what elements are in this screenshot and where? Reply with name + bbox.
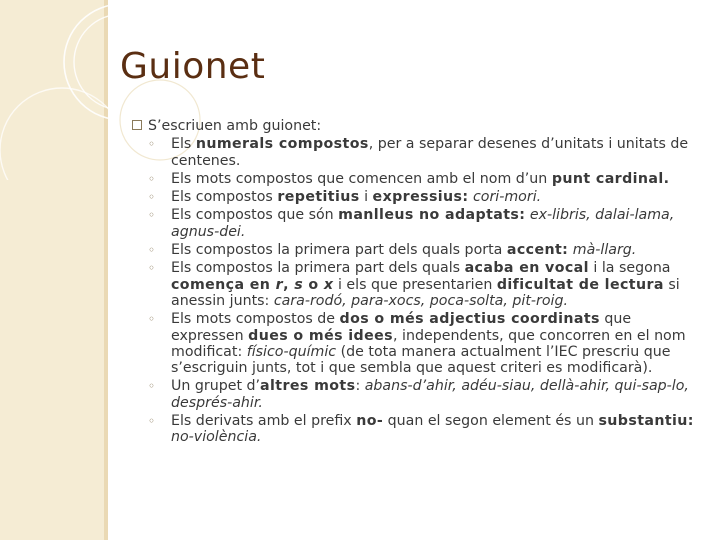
ring-icon: ◦ bbox=[148, 261, 156, 276]
text-run: accent: bbox=[506, 242, 569, 259]
text-run: abans-d’ahir, adéu-siau, dellà-ahir, qui-sap-lo, després-ahir. bbox=[171, 378, 689, 411]
text-run: i els que presentarien bbox=[333, 276, 497, 293]
text-run: punt cardinal. bbox=[551, 170, 670, 187]
text-run: Un grupet d’ bbox=[171, 378, 261, 395]
text-run: quan el segon element és un bbox=[383, 413, 599, 430]
text-run: no-violència. bbox=[171, 429, 262, 446]
ring-icon: ◦ bbox=[148, 414, 156, 429]
text-run: dues o més idees bbox=[248, 327, 394, 344]
text-run: Els bbox=[171, 136, 196, 153]
text-run: cara-rodó, para-xocs, poca-solta, pit-roig. bbox=[273, 292, 568, 309]
text-run: , independents, que concorren en el nom modificat: bbox=[171, 327, 686, 360]
text-run: Els derivats amb el prefix bbox=[171, 413, 357, 430]
text-run: i bbox=[359, 189, 373, 206]
text-run: , bbox=[283, 276, 295, 293]
text-run: x bbox=[323, 276, 334, 293]
ring-icon: ◦ bbox=[148, 137, 156, 152]
text-run: acaba en vocal bbox=[464, 260, 589, 277]
text-run: (de tota manera actualment l’IEC prescriu que s’escriguin junts, tot i que sembla que aquest criteri es modificarà). bbox=[171, 343, 671, 377]
text-run: que expressen bbox=[171, 311, 632, 344]
sub-bullet-item bbox=[132, 189, 704, 205]
text-run: no- bbox=[356, 413, 384, 430]
text-run: comença en bbox=[171, 276, 276, 293]
text-run: o bbox=[303, 276, 324, 293]
text-run: Els mots compostos de bbox=[171, 311, 340, 328]
text-run: repetitius bbox=[277, 189, 360, 206]
text-run: Els compostos bbox=[171, 189, 278, 206]
text-run: expressius: bbox=[372, 189, 469, 206]
ring-icon: ◦ bbox=[148, 243, 156, 258]
sub-bullet-list bbox=[132, 136, 704, 445]
level1-bullet-item bbox=[132, 118, 704, 134]
square-outline-icon bbox=[132, 120, 142, 130]
text-run: Els compostos la primera part dels quals porta bbox=[171, 242, 507, 259]
text-run: r bbox=[275, 276, 284, 293]
text-run: s bbox=[294, 276, 304, 293]
text-run: mà-llarg. bbox=[572, 242, 637, 259]
text-run: ex-libris, dalai-lama, agnus-dei. bbox=[171, 207, 675, 240]
text-run: Els mots compostos que comencen amb el nom d’un bbox=[171, 170, 552, 187]
text-run: substantiu: bbox=[598, 413, 694, 430]
text-run: i la segona bbox=[588, 260, 671, 277]
sub-bullet-item bbox=[132, 260, 704, 309]
ring-icon: ◦ bbox=[148, 208, 156, 223]
intro-text: S’escriuen amb guionet: bbox=[148, 118, 322, 134]
text-run: Els compostos la primera part dels quals bbox=[171, 260, 465, 277]
text-run: cori-mori. bbox=[472, 189, 542, 206]
text-run: si anessin junts: bbox=[171, 276, 680, 309]
text-run: dificultat de lectura bbox=[496, 276, 664, 293]
sub-bullet-item bbox=[132, 413, 704, 446]
slide-title: Guionet bbox=[120, 46, 266, 87]
sub-bullet-item bbox=[132, 378, 704, 411]
text-run: dos o més adjectius coordinats bbox=[339, 311, 600, 328]
ring-icon: ◦ bbox=[148, 379, 156, 394]
text-run: numerals compostos bbox=[195, 136, 369, 153]
sub-bullet-item bbox=[132, 242, 704, 258]
text-run: manlleus no adaptats: bbox=[338, 207, 526, 224]
ring-icon: ◦ bbox=[148, 171, 156, 186]
sub-bullet-item bbox=[132, 171, 704, 187]
text-run: : bbox=[355, 378, 365, 395]
text-run: , per a separar desenes d’unitats i unitats de centenes. bbox=[171, 136, 689, 169]
text-run: altres mots bbox=[260, 378, 356, 395]
sub-bullet-item bbox=[132, 136, 704, 169]
text-run: Els compostos que són bbox=[171, 207, 339, 224]
sub-bullet-item bbox=[132, 207, 704, 240]
sub-bullet-item bbox=[132, 311, 704, 376]
text-run: físico-químic bbox=[246, 343, 337, 360]
ring-icon: ◦ bbox=[148, 190, 156, 205]
slide-content bbox=[132, 118, 704, 448]
ring-icon: ◦ bbox=[148, 312, 156, 327]
